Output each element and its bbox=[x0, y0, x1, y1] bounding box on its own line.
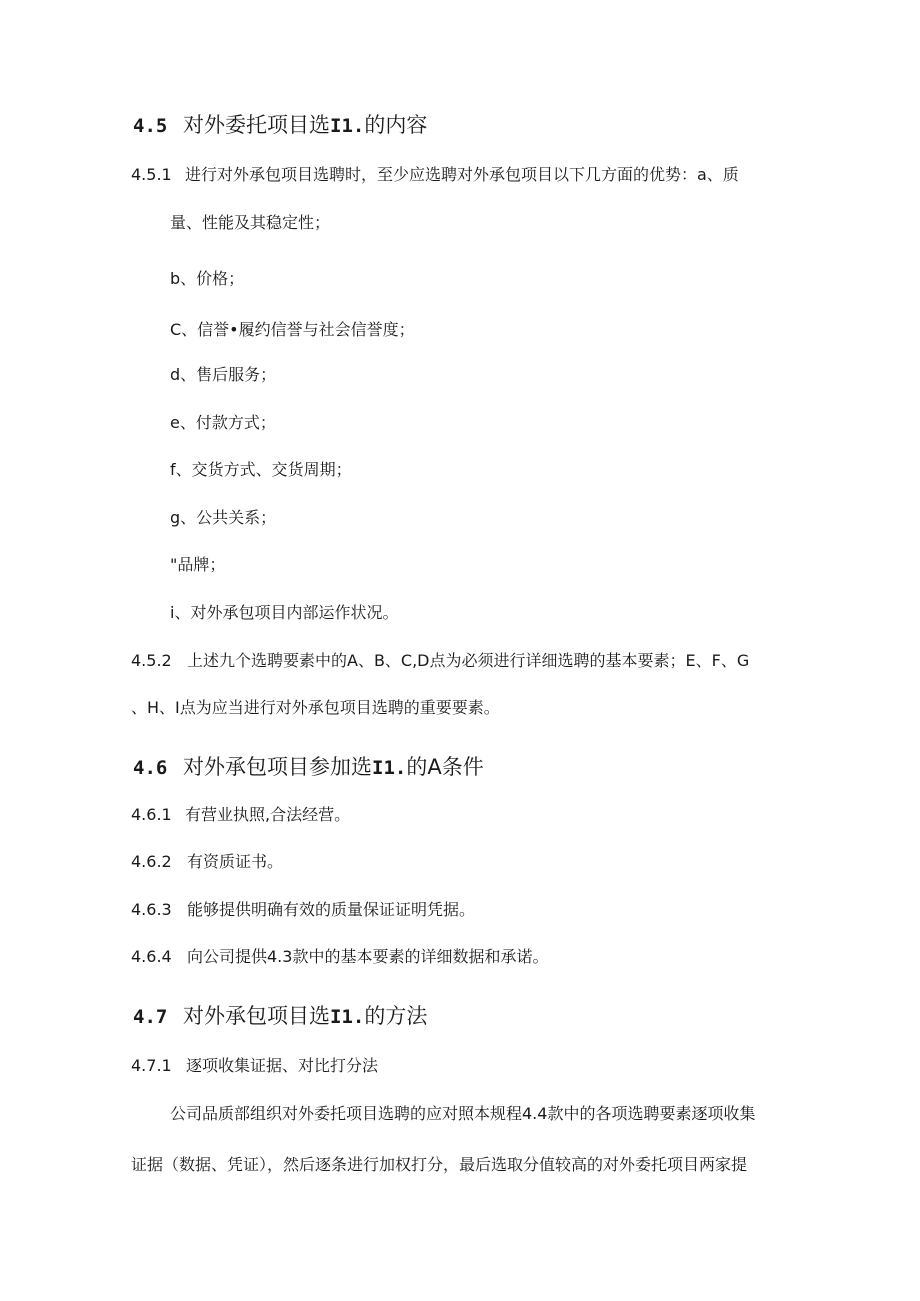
list-item-g: g、公共关系； bbox=[170, 508, 277, 527]
paragraph-line-1: 公司品质部组织对外委托项目选聘的应对照本规程4.4款中的各项选聘要素逐项收集 bbox=[170, 1104, 756, 1123]
section-title-post: 的A条件 bbox=[406, 755, 484, 779]
clause-number: 4.5.1 bbox=[131, 165, 172, 184]
list-item-b: b、价格； bbox=[170, 269, 245, 288]
clause-number: 4.7.1 bbox=[131, 1056, 172, 1075]
section-number: 4.7 bbox=[133, 1006, 168, 1028]
section-heading-4-5 bbox=[133, 111, 427, 140]
section-title-pre: 对外承包项目参加选 bbox=[183, 755, 372, 779]
list-item-e: e、付款方式； bbox=[170, 413, 276, 432]
clause-text: 进行对外承包项目选聘时，至少应选聘对外承包项目以下几方面的优势：a、质 bbox=[185, 165, 739, 184]
list-item-h: "品牌； bbox=[170, 555, 226, 574]
section-title-post: 的内容 bbox=[364, 113, 428, 137]
section-title-pre: 对外承包项目选 bbox=[183, 1004, 330, 1028]
clause-4-5-2-continuation: 、H、I点为应当进行对外承包项目选聘的重要要素。 bbox=[131, 698, 500, 717]
clause-number: 4.6.1 bbox=[131, 805, 172, 824]
section-title-post: 的方法 bbox=[364, 1004, 428, 1028]
list-item-i: i、对外承包项目内部运作状况。 bbox=[170, 603, 399, 622]
clause-text: 有营业执照,合法经营。 bbox=[185, 805, 351, 824]
list-item-d: d、售后服务； bbox=[170, 365, 277, 384]
clause-text: 能够提供明确有效的质量保证证明凭据。 bbox=[187, 900, 476, 919]
section-heading-4-7 bbox=[133, 1002, 427, 1031]
clause-4-7-1 bbox=[131, 1055, 378, 1077]
section-title-pre: 对外委托项目选 bbox=[183, 113, 330, 137]
clause-text: 逐项收集证据、对比打分法 bbox=[186, 1056, 379, 1075]
section-heading-4-6 bbox=[133, 753, 484, 782]
clause-4-6-3 bbox=[131, 899, 475, 921]
clause-number: 4.6.2 bbox=[131, 852, 172, 871]
clause-text: 有资质证书。 bbox=[187, 852, 284, 871]
clause-4-5-1 bbox=[131, 164, 739, 186]
list-item-c: C、信誉•履约信誉与社会信誉度； bbox=[170, 320, 415, 339]
section-title-code: I1. bbox=[330, 1006, 365, 1028]
clause-number: 4.5.2 bbox=[131, 651, 172, 670]
paragraph-line-2: 证据（数据、凭证），然后逐条进行加权打分，最后选取分值较高的对外委托项目两家提 bbox=[131, 1155, 748, 1174]
clause-number: 4.6.4 bbox=[131, 947, 172, 966]
clause-number: 4.6.3 bbox=[131, 900, 172, 919]
section-number: 4.6 bbox=[133, 757, 168, 779]
clause-4-6-4 bbox=[131, 946, 548, 968]
clause-4-6-2 bbox=[131, 851, 283, 873]
section-title-code: I1. bbox=[330, 115, 365, 137]
clause-text: 上述九个选聘要素中的A、B、C,D点为必须进行详细选聘的基本要素；E、F、G bbox=[187, 651, 750, 670]
section-title-code: I1. bbox=[372, 757, 407, 779]
clause-4-6-1 bbox=[131, 804, 350, 826]
section-number: 4.5 bbox=[133, 115, 168, 137]
list-item-f: f、交货方式、交货周期； bbox=[170, 460, 352, 479]
clause-4-5-1-continuation: 量、性能及其稳定性； bbox=[170, 213, 331, 232]
clause-4-5-2 bbox=[131, 650, 749, 672]
clause-text: 向公司提供4.3款中的基本要素的详细数据和承诺。 bbox=[187, 947, 549, 966]
